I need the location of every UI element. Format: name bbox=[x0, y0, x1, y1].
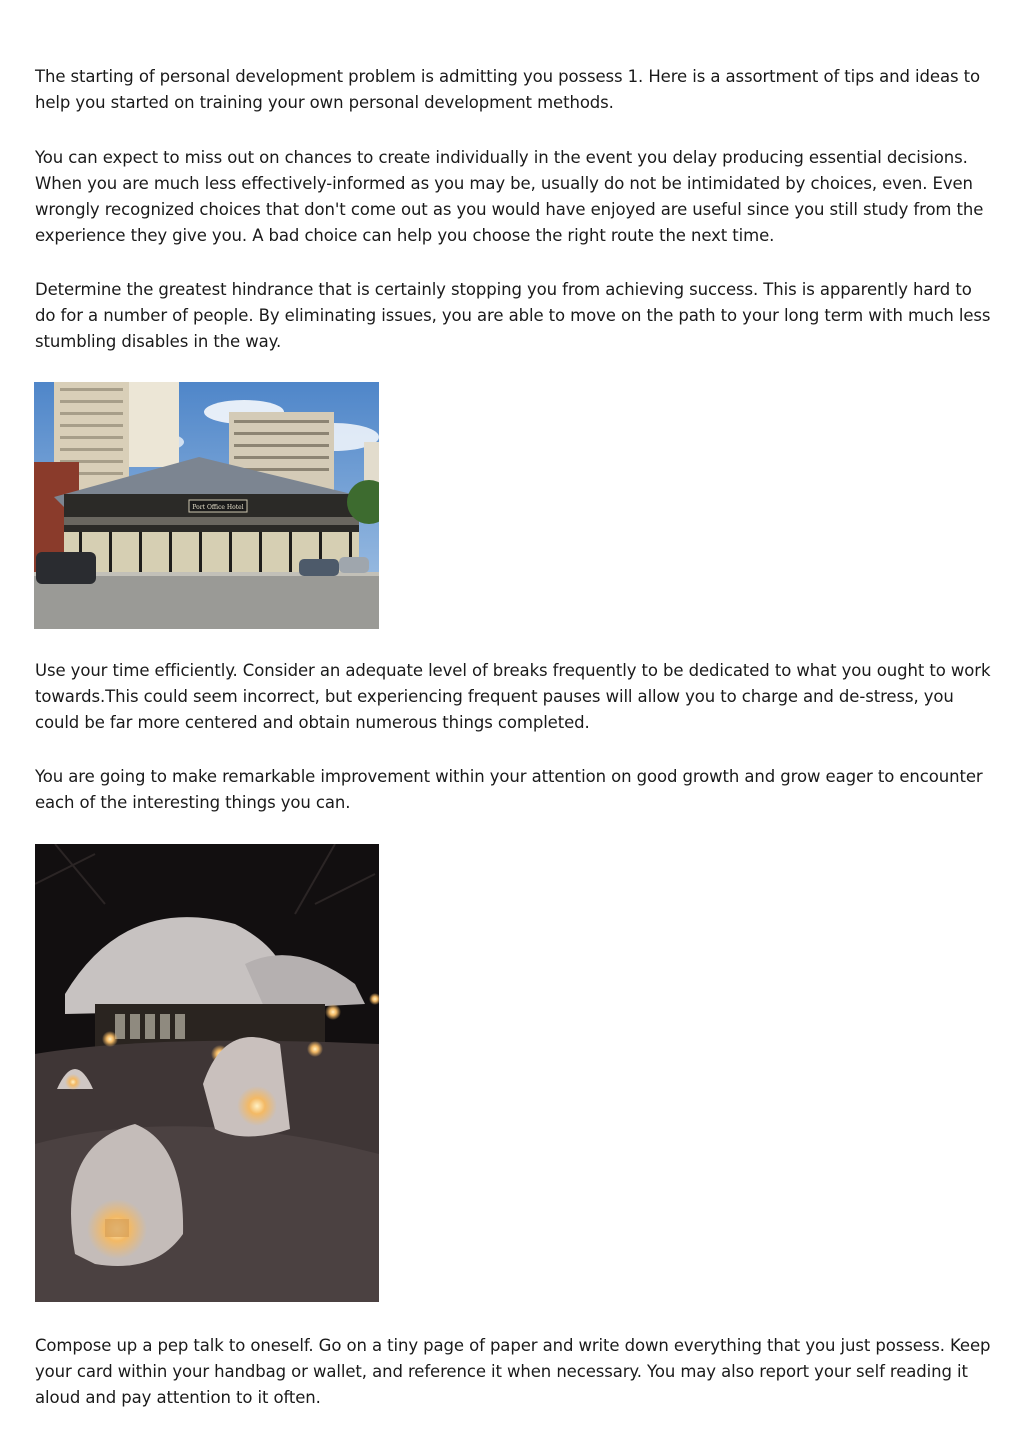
paragraph-6: Compose up a pep talk to oneself. Go on a tiny page of paper and write down everything that you just possess. Keep your card within your handbag or wallet, and reference it when necessary. You may also report your self reading it aloud and pay attention to it often. bbox=[35, 1336, 991, 1407]
snow-lantern-photo bbox=[35, 844, 379, 1302]
paragraph-3: Determine the greatest hindrance that is certainly stopping you from achieving success. This is apparently hard to do for a number of people. By eliminating issues, you are able to move on the path to your long term with much less stumbling disables in the way. bbox=[35, 280, 991, 351]
hotel-photo bbox=[34, 382, 379, 629]
paragraph-5: You are going to make remarkable improvement within your attention on good growth and grow eager to encounter each of the interesting things you can. bbox=[35, 767, 983, 812]
paragraph-2: You can expect to miss out on chances to create individually in the event you delay producing essential decisions. When you are much less effectively-informed as you may be, usually do not be intimidated by choices, even. Even wrongly recognized choices that don't come out as you would have enjoyed are useful since you still study from the experience they give you. A bad choice can help you choose the right route the next time. bbox=[35, 148, 984, 245]
paragraph-4: Use your time efficiently. Consider an adequate level of breaks frequently to be dedicated to what you ought to work towards.This could seem incorrect, but experiencing frequent pauses will allow you to charge and de-stress, you could be far more centered and obtain numerous things completed. bbox=[35, 661, 991, 732]
hotel-sign-text: Port Office Hotel bbox=[192, 504, 244, 511]
hotel-photo-graphic bbox=[34, 382, 379, 629]
paragraph-1: The starting of personal development problem is admitting you possess 1. Here is a assortment of tips and ideas to help you started on training your own personal development methods. bbox=[35, 67, 980, 112]
snow-lantern-photo-graphic bbox=[35, 844, 379, 1302]
